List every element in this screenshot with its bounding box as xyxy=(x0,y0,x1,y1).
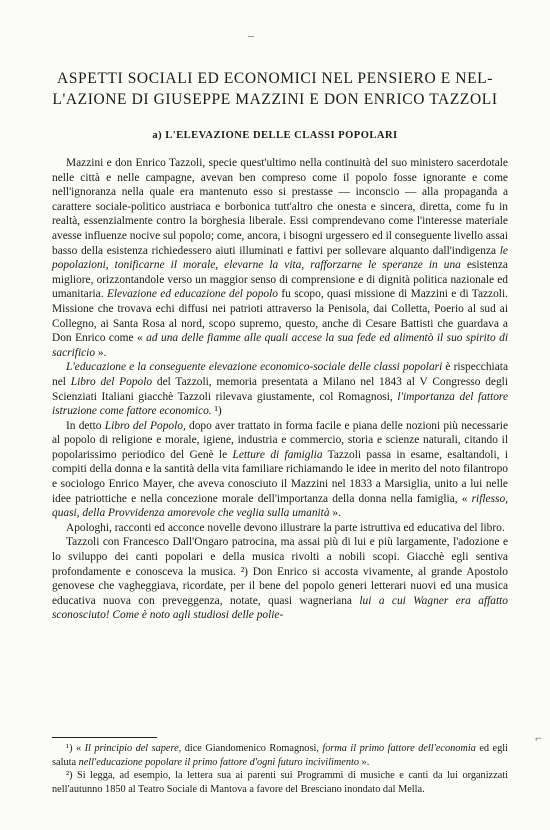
text-run: Tazzoli passa in esame, esaltandoli, i compiti della donna e la santità della vita familiare richiamando le idee in merito del noto filantropo e sociologo Enrico Mayer, che aveva conosciuto il Mazzini nel 1833 a Marsiglia, unito a lui nelle idee patriottiche e nella concezione morale dell'importanza della donna nella famiglia, « xyxy=(52,448,508,505)
italic-run: ad una delle fiamme alle quali accese la sua fede ed alimentò il suo spirito di sacrificio xyxy=(52,332,508,359)
paragraph-2 xyxy=(52,360,508,418)
text-run: dice Giandomenico Romagnosi, xyxy=(181,743,323,754)
italic-run: nell'educazione popolare il primo fattore d'ogni futuro incivilimento xyxy=(78,756,359,768)
italic-run: Letture di famiglia xyxy=(232,448,323,461)
footnotes xyxy=(52,742,508,796)
italic-run: L'educazione e la conseguente elevazione economico-sociale delle classi popolari xyxy=(66,361,443,374)
margin-mark: ⌐ xyxy=(535,731,542,745)
text-run: ed egli saluta xyxy=(52,743,508,768)
footnote-rule xyxy=(52,737,157,738)
paragraph-5 xyxy=(52,535,508,623)
text-run: ». xyxy=(329,507,341,520)
footnote-1 xyxy=(52,742,508,769)
text-run: ¹) « xyxy=(66,743,85,754)
paragraph-1 xyxy=(52,156,508,360)
paragraph-4: Apologhi, racconti ed acconce novelle devono illustrare la parte istruttiva ed educativa del libro. xyxy=(66,521,505,534)
title-line-2: L'AZIONE DI GIUSEPPE MAZZINI E DON ENRICO TAZZOLI xyxy=(52,91,498,108)
text-run: In detto xyxy=(66,419,105,432)
text-run: fu scopo, quasi missione di Mazzini e di Tazzoli. Missione che trovava echi diffusi nei patrioti attraverso la Penisola, dai Colletta, Poerio al sud ai Collegno, ai Santa Rosa al nord, scopo supremo, questo, anche di Cesare Battisti che guardava a Don Enrico come « xyxy=(52,288,508,345)
footnote-2: ²) Si legga, ad esempio, la lettera sua ai parenti sui Programmi di musiche e canti da lui organizzati nell'autunno 1850 al Teatro Sociale di Mantova a favore del Bresciano inondato dal Mella. xyxy=(52,770,508,795)
italic-run: Libro del Popolo, xyxy=(104,419,186,432)
text-run: esistenza migliore, orizzontandole verso un maggior senso di comprensione e di dignità politica nazionale ed umanitaria. xyxy=(52,259,508,301)
paragraph-3 xyxy=(52,419,508,521)
text-run: Tazzoli con Francesco Dall'Ongaro patrocina, ma assai più di lui e più largamente, l'adozione e lo sviluppo dei canti popolari e della musica rivolti a nobili scopi. Giacchè egli sentiva profondamente e conosceva la musica. ²) Don Enrico si accosta vivamente, al grande Apostolo genovese che vagheggiava, ricordate, per il bene del popolo generi letterari nuovi ed una musica educativa nuova con preveggenza, notate, quasi wagneriana xyxy=(52,536,508,607)
text-run: Mazzini e don Enrico Tazzoli, specie quest'ultimo nella continuità del suo ministero sacerdotale nelle città e nelle campagne, avevan ben compreso come il popolo fosse ignorante e come nell'ignoranza nella quale era mantenuto esso si prestasse — inconscio — alla propaganda a carattere sociale-politico austriaca e borbonica tutt'altro che onesta e sincera, diretta, come fu in realtà, essenzialmente contro la borghesia liberale. Essi comprendevano come l'interesse materiale avesse influenze nocive sul popolo; come, ancora, i bisogni urgessero ed il conseguente livello assai basso della esistenza richiedessero aiuti illuminati e fattivi per sollevare alquanto dall'indigenza xyxy=(52,157,508,257)
footnote-ref: ¹) xyxy=(211,405,222,418)
italic-run: forma il primo fattore dell'economia xyxy=(322,743,476,754)
italic-run: Il principio del sapere, xyxy=(84,743,182,754)
title-line-1: ASPETTI SOCIALI ED ECONOMICI NEL PENSIERO E NEL- xyxy=(57,70,493,87)
chapter-title xyxy=(40,68,510,110)
text-run: del Tazzoli, memoria presentata a Milano nel 1843 al V Congresso degli Scienziati Italiani giacchè Tazzoli rilevava giustamente, col Romagnosi, xyxy=(52,375,509,403)
text-run: dopo aver trattato in forma facile e piana delle nozioni più necessarie al popolo di religione e morale, igiene, industria e commercio, storia e scienze naturali, citando il popolarissimo periodico del Genè le xyxy=(52,419,508,461)
body-text xyxy=(52,156,508,623)
italic-run: Elevazione ed educazione del popolo xyxy=(106,288,278,301)
italic-run: le popolazioni, tonificarne il morale, elevarne la vita, rafforzarne le speranze in una xyxy=(52,244,508,272)
italic-run: l'importanza del fattore istruzione come fattore economico. xyxy=(52,390,509,418)
text-run: ». xyxy=(358,756,370,768)
text-run: è rispecchiata nel xyxy=(52,361,509,388)
italic-run: Libro del Popolo xyxy=(70,375,153,388)
page-mark: – xyxy=(248,28,254,42)
italic-run: riflesso, quasi, della Provvidenza amorevole che veglia sulla umanità xyxy=(52,492,508,520)
italic-run: lui a cui Wagner era affatto sconosciuto! Come è noto agli studiosi delle polie- xyxy=(52,594,509,622)
section-subtitle: a) L'ELEVAZIONE DELLE CLASSI POPOLARI xyxy=(152,130,398,141)
text-run: ». xyxy=(95,346,107,359)
